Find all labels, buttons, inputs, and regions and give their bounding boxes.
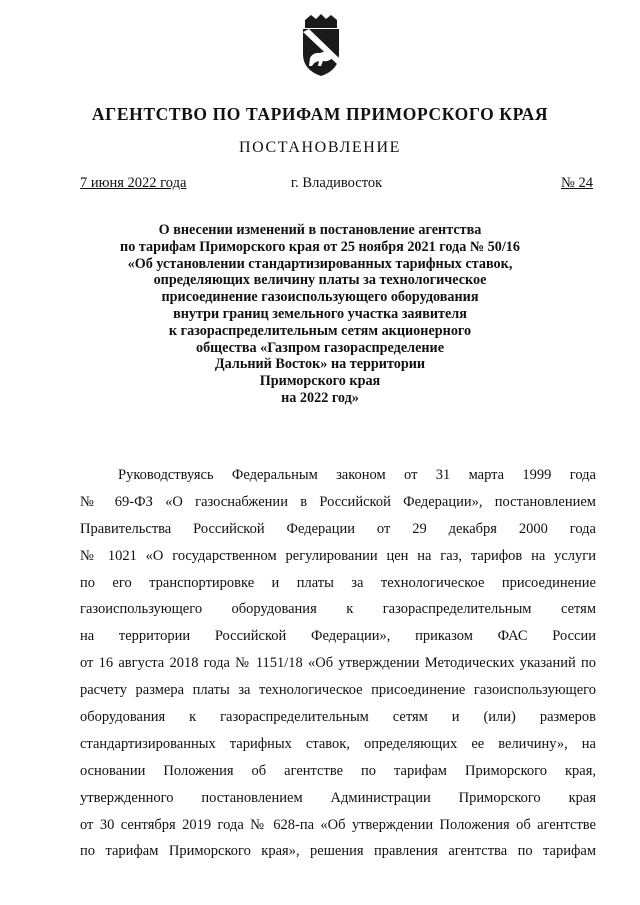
document-number: № 24 [561,175,593,191]
body-line: стандартизированных тарифных ставок, определяющих ее величину», на [80,735,596,752]
subject-line: О внесении изменений в постановление агентства [158,222,482,238]
subject-line: по тарифам Приморского края от 25 ноября 2021 года № 50/16 [120,238,520,255]
body-line: от 16 августа 2018 года № 1151/18 «Об утверждении Методических указаний по [80,655,596,672]
document-type: ПОСТАНОВЛЕНИЕ [239,139,401,156]
subject-line: Дальний Восток» на территории [214,356,426,373]
document-meta [80,175,593,195]
subject-line: Приморского края [259,373,381,390]
document-body [80,467,596,870]
document-subject [60,222,580,407]
document-date: 7 июня 2022 года [80,175,187,191]
subject-line: внутри границ земельного участка заявителя [173,305,467,322]
document-city: г. Владивосток [290,175,383,191]
body-line: № 1021 «О государственном регулировании цен на газ, тарифов на услуги [80,547,596,564]
body-line: Руководствуясь Федеральным законом от 31 марта 1999 года [118,467,596,483]
body-line: по тарифам Приморского края», решения правления агентства по тарифам [80,843,596,860]
body-line: утвержденного постановлением Администрации Приморского края [80,789,596,806]
body-line: на территории Российской Федерации», приказом ФАС России [80,628,596,645]
agency-title: АГЕНТСТВО ПО ТАРИФАМ ПРИМОРСКОГО КРАЯ [91,104,549,124]
subject-line: к газораспределительным сетям акционерного [168,322,472,339]
body-line: от 30 сентября 2019 года № 628-па «Об утверждении Положения об агентстве [80,816,596,833]
body-line: № 69-ФЗ «О газоснабжении в Российской Федерации», постановлением [80,493,596,510]
body-line: расчету размера платы за технологическое присоединение газоиспользующего [80,682,596,699]
subject-line: присоединение газоиспользующего оборудования [161,289,479,306]
primorsky-krai-coat-of-arms-icon [297,14,345,78]
body-line: по его транспортировке и платы за технологическое присоединение [80,574,596,591]
subject-line: «Об установлении стандартизированных тарифных ставок, [127,255,513,272]
body-line: газоиспользующего оборудования к газораспределительным сетям [80,601,596,618]
body-line: основании Положения об агентстве по тарифам Приморского края, [80,762,596,779]
body-line: Правительства Российской Федерации от 29 декабря 2000 года [80,520,596,537]
body-line: оборудования к газораспределительным сетям и (или) размеров [80,709,596,726]
subject-line: общества «Газпром газораспределение [195,339,445,356]
subject-line: определяющих величину платы за технологическое [153,272,487,289]
subject-line: на 2022 год» [281,389,359,406]
